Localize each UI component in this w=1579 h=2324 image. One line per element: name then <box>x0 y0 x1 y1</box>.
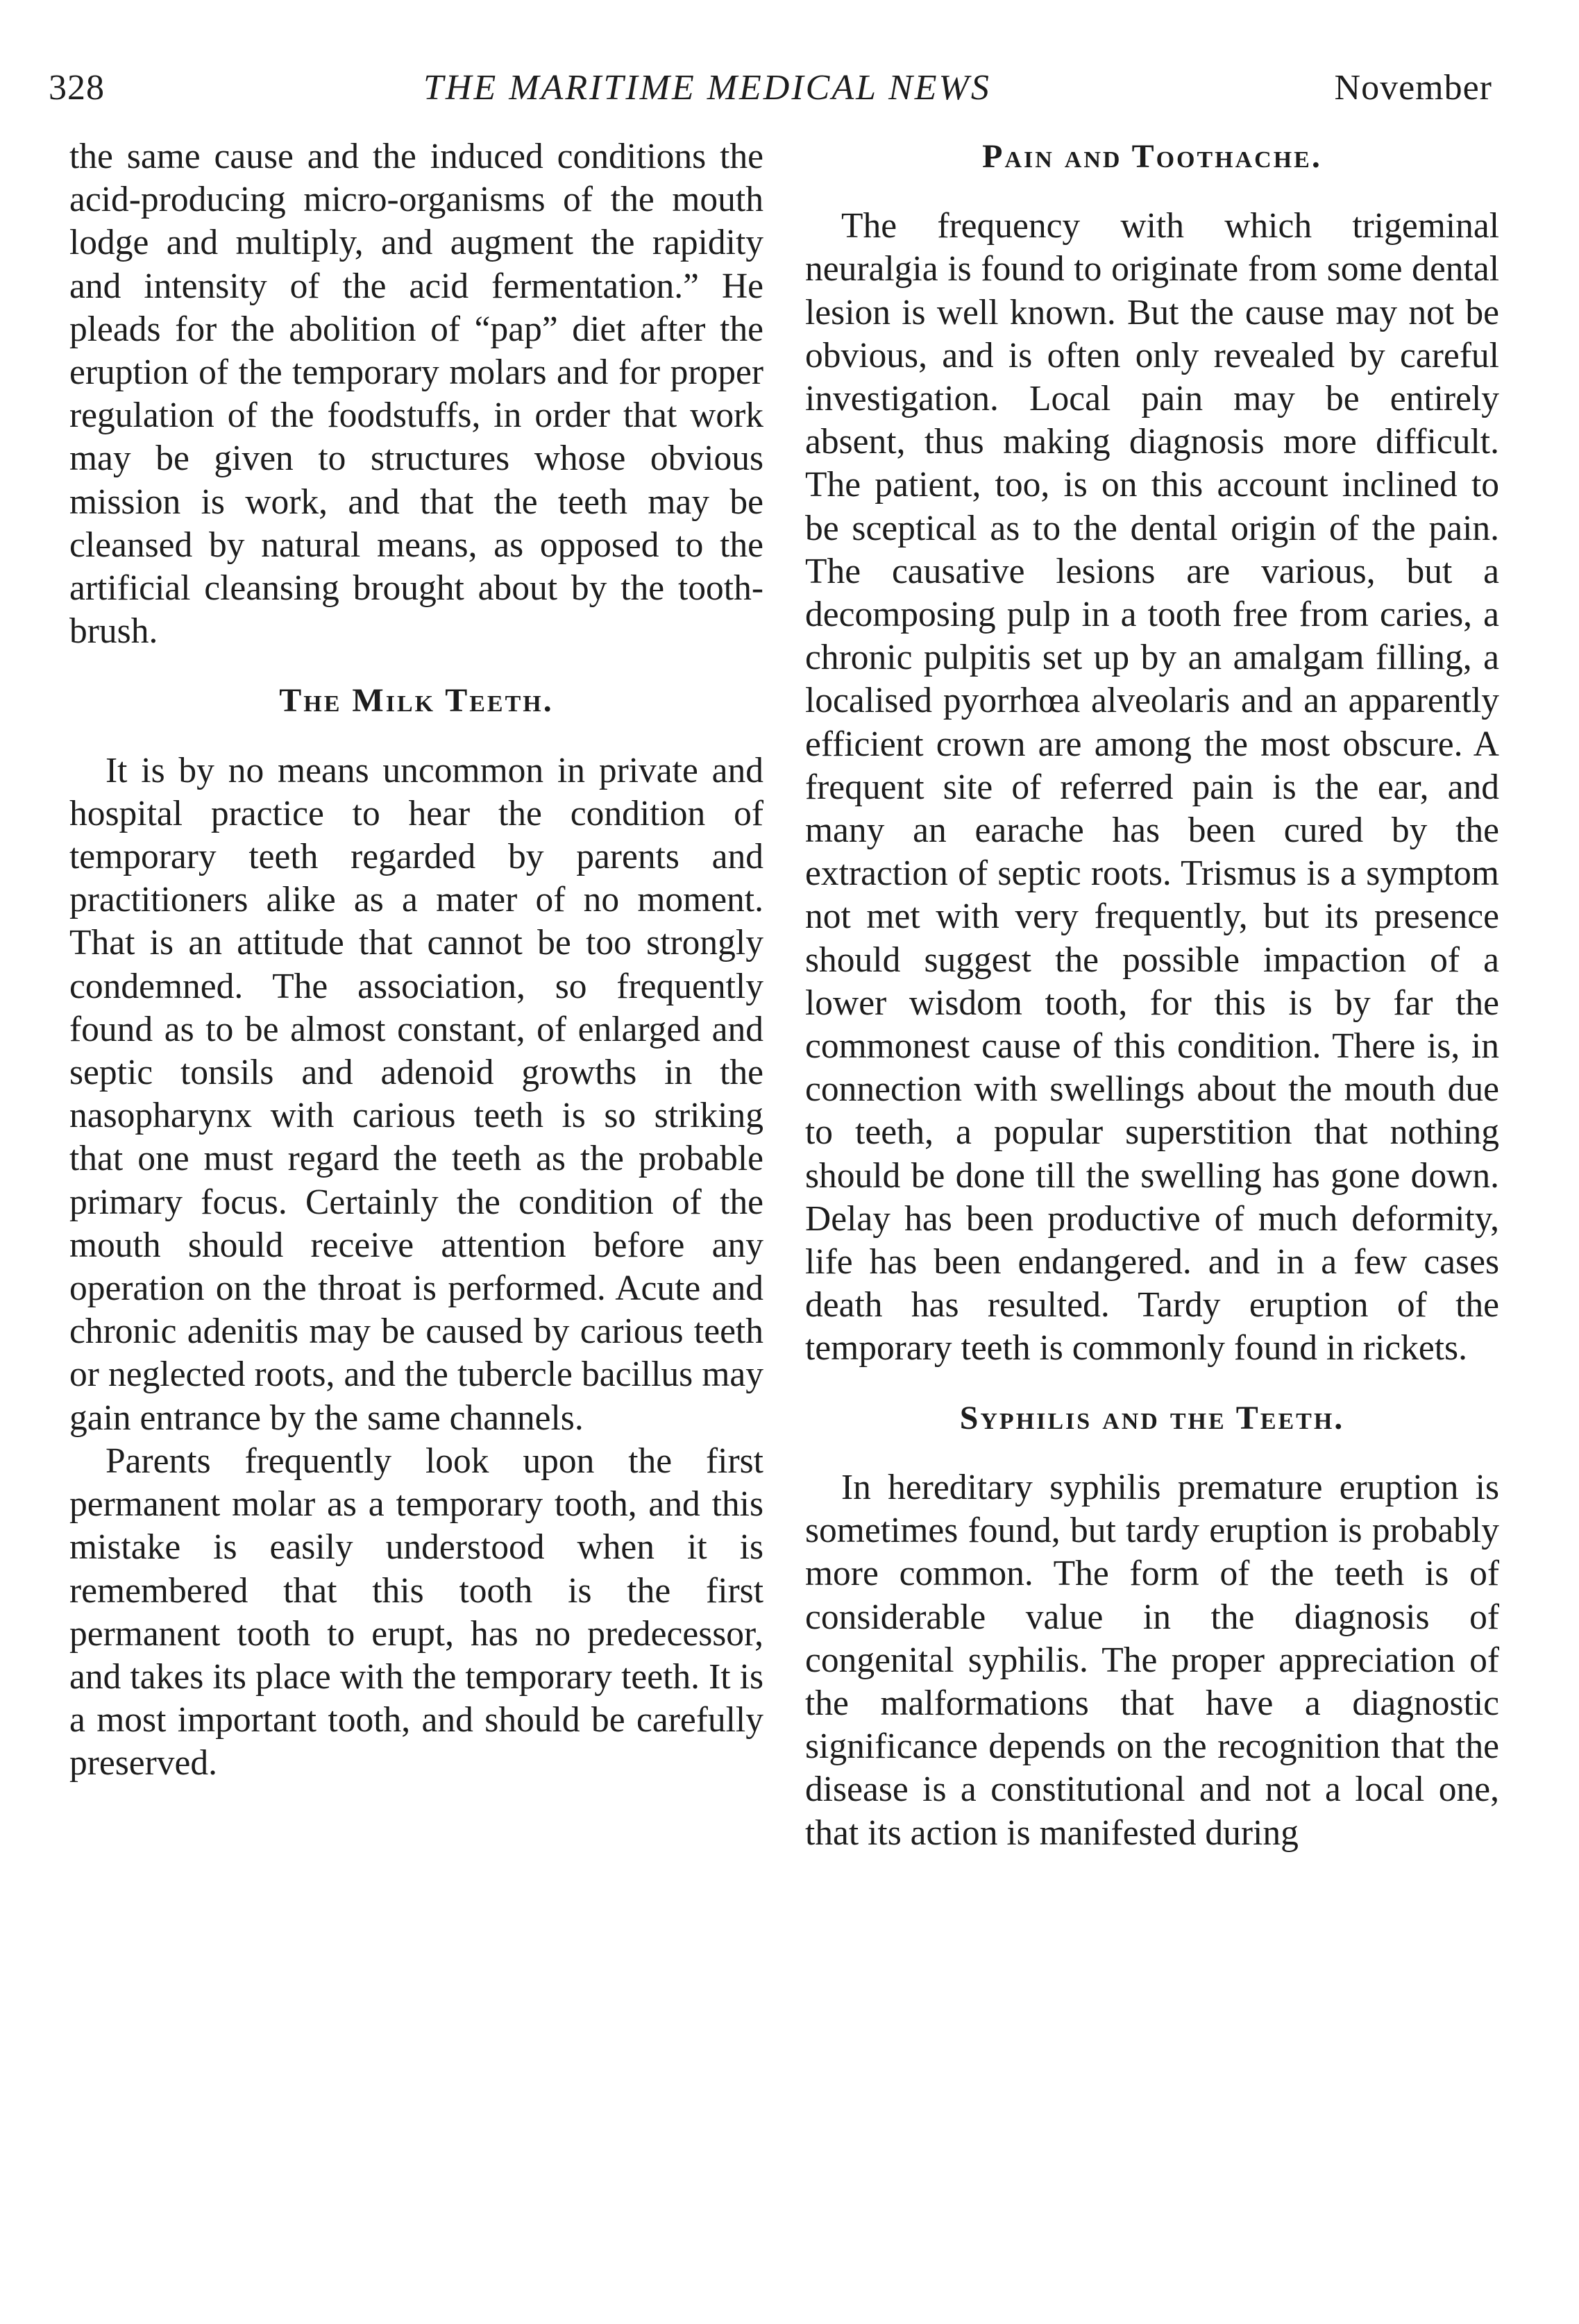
journal-title: THE MARITIME MEDICAL NEWS <box>423 68 991 108</box>
first-molar-paragraph: Parents frequently look upon the first permanent molar as a temporary tooth, and this mistake is easily understood when it is remembered that this tooth is the first permanent tooth to erupt, has no predecessor, and takes its place with the temporary teeth. It is a most important tooth, and should be carefully preserved. <box>69 1441 763 1783</box>
running-head <box>49 64 1492 112</box>
section-heading-syphilis-teeth: Syphilis and the Teeth. <box>959 1399 1345 1436</box>
pain-toothache-paragraph: The frequency with which trigeminal neuralgia is found to originate from some dental lesion is well known. But the cause may not be obvious, and is often only revealed by careful investigation. Local pain may be entirely absent, thus making diagnosis more difficult. The patient, too, is on this account inclined to be sceptical as to the dental origin of the pain. The causative lesions are various, but a decomposing pulp in a tooth free from caries, a chronic pulpitis set up by an amalgam filling, a localised pyorrhœa alveolaris and an apparently efficient crown are among the most obscure. A frequent site of referred pain is the ear, and many an earache has been cured by the extraction of septic roots. Trismus is a symptom not met with very frequently, but its presence should suggest the possible impaction of a lower wisdom tooth, for this is by far the commonest cause of this condition. There is, in connection with swellings about the mouth due to teeth, a popular superstition that nothing should be done till the swelling has gone down. Delay has been productive of much deformity, life has been endangered. and in a few cases death has resulted. Tardy eruption of the temporary teeth is commonly found in rickets. <box>805 206 1499 1368</box>
left-column <box>69 135 763 1786</box>
syphilis-teeth-paragraph: In hereditary syphilis premature eruption is sometimes found, but tardy eruption is probably more common. The form of the teeth is of considerable value in the diagnosis of congenital syphilis. The proper appreciation of the malformations that have a diagnostic significance depends on the recognition that the disease is a constitutional and not a local one, that its action is manifested during <box>805 1467 1499 1853</box>
right-column <box>805 135 1499 1855</box>
issue-month: November <box>1334 68 1492 108</box>
section-heading-milk-teeth: The Milk Teeth. <box>279 682 554 720</box>
page-number: 328 <box>49 68 105 108</box>
continued-paragraph: the same cause and the induced conditions the acid-producing micro-organisms of the mouth lodge and multiply, and augment the rapidity and intensity of the acid fermentation.” He pleads for the abolition of “pap” diet after the eruption of the temporary molars and for proper regulation of the foodstuffs, in order that work may be given to structures whose obvious mission is work, and that the teeth may be cleansed by natural means, as opposed to the artificial cleansing brought about by the tooth-brush. <box>69 137 763 652</box>
milk-teeth-paragraph: It is by no means uncommon in private and hospital practice to hear the condition of temporary teeth regarded by parents and practitioners alike as a mater of no moment. That is an attitude that cannot be too strongly condemned. The association, so frequently found as to be almost constant, of enlarged and septic tonsils and adenoid growths in the nasopharynx with carious teeth is so striking that one must regard the teeth as the probable primary focus. Certainly the condition of the mouth should receive attention before any operation on the throat is performed. Acute and chronic adenitis may be caused by carious teeth or neglected roots, and the tubercle bacillus may gain entrance by the same channels. <box>69 750 763 1438</box>
section-heading-pain-toothache: Pain and Toothache. <box>982 138 1322 175</box>
